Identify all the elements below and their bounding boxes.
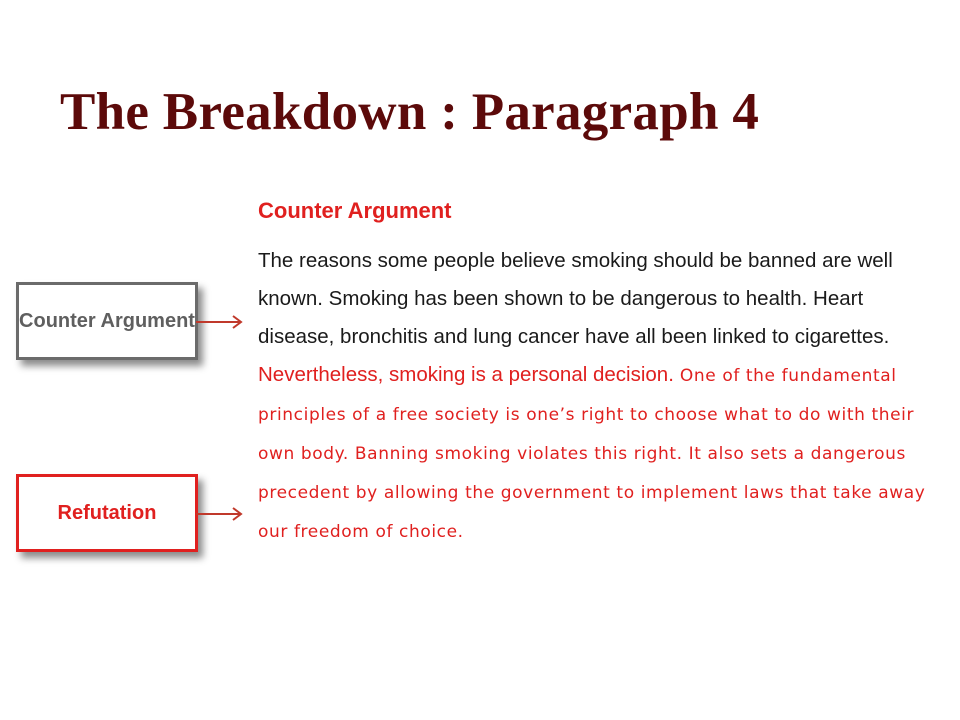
paragraph-content bbox=[258, 198, 938, 551]
refutation-arrow-icon bbox=[196, 504, 246, 524]
transition-text: Nevertheless, smoking is a personal decision. bbox=[258, 363, 674, 386]
refutation-label: Refutation bbox=[57, 502, 157, 524]
counter-argument-label-box bbox=[16, 282, 198, 360]
refutation-label-box bbox=[16, 474, 198, 552]
refutation-text: One of the fundamental principles of a free society is one’s right to choose what to do with their own body. Banning smoking violates this right. It also sets a dangerous precedent by allowing the government to implement laws that take away our freedom of choice. bbox=[258, 366, 926, 542]
paragraph-body bbox=[258, 242, 928, 551]
counter-arrow-icon bbox=[196, 312, 246, 332]
section-heading: Counter Argument bbox=[258, 198, 452, 223]
counter-argument-label: Counter Argument bbox=[19, 310, 195, 332]
counter-argument-text: The reasons some people believe smoking should be banned are well known. Smoking has been shown to be dangerous to health. Heart disease, bronchitis and lung cancer have all been linked to cigarettes. bbox=[258, 249, 893, 348]
slide-title: The Breakdown : Paragraph 4 bbox=[60, 83, 760, 141]
